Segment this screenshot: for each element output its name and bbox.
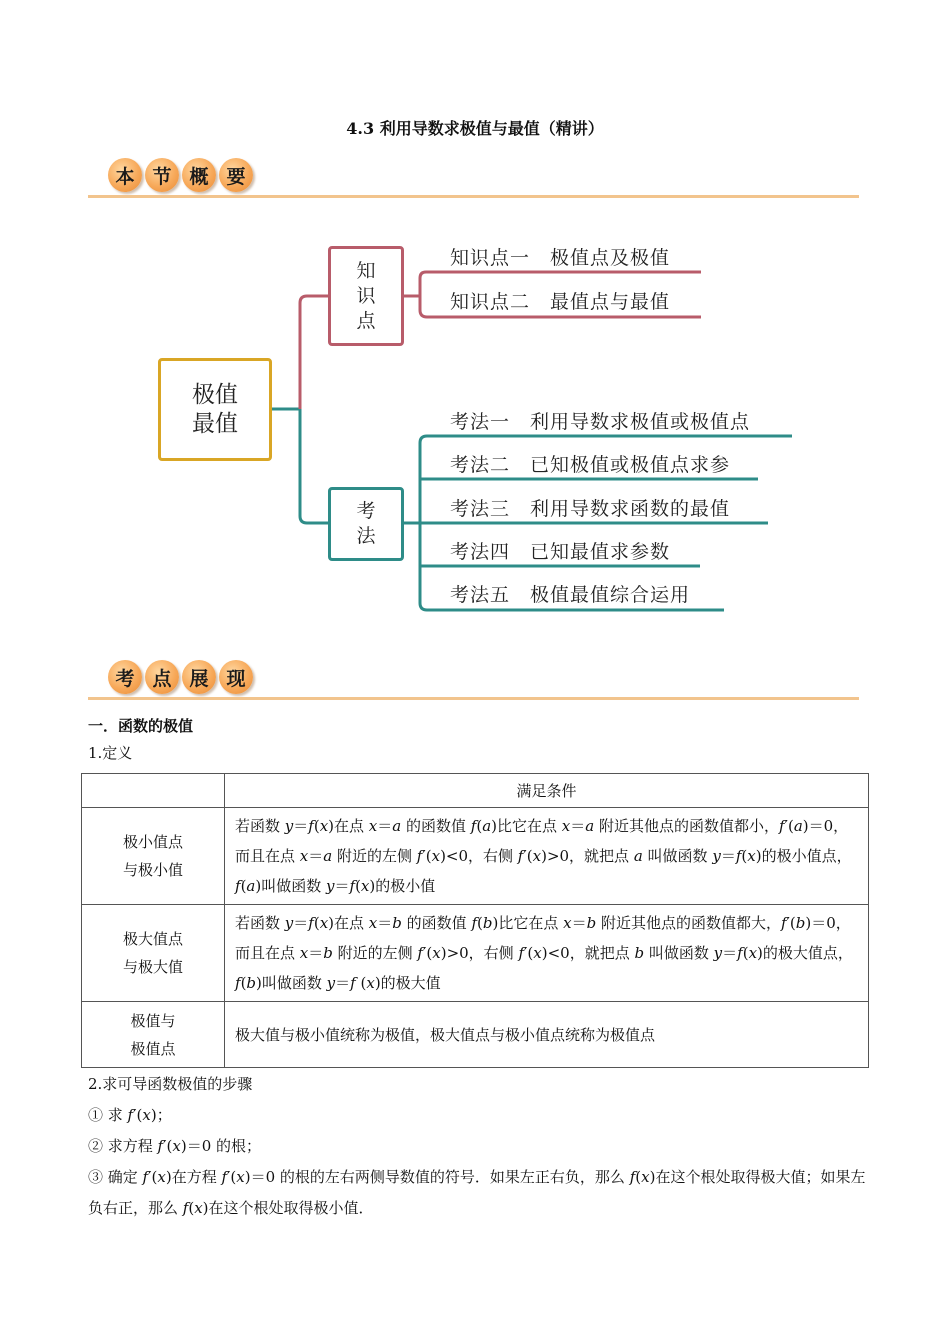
table-row (82, 905, 869, 1002)
row-label-line: 极小值点 (122, 833, 183, 851)
section-divider (88, 697, 859, 700)
table-header: 满足条件 (225, 774, 869, 808)
definition-table (81, 773, 869, 1068)
badge-char: 节 (145, 158, 179, 192)
mindmap-item: 考法二 已知极值或极值点求参 (450, 454, 731, 476)
row-label-line: 极值与 (130, 1011, 176, 1030)
row-label (82, 1002, 225, 1068)
badge-char: 现 (219, 660, 253, 694)
row-label-line: 与极大值 (122, 958, 183, 976)
mindmap-item: 知识点一 极值点及极值 (450, 247, 671, 269)
table-corner (82, 774, 225, 808)
mindmap-root: 极值 最值 (158, 358, 272, 461)
mindmap-item: 考法三 利用导数求函数的最值 (450, 498, 731, 520)
row-label-line: 极值点 (130, 1039, 176, 1058)
row-description: 若函数 y＝f(x)在点 x＝a 的函数值 f(a)比它在点 x＝a 附近其他点的函数值都小，f′(a)＝0，而且在点 x＝a 附近的左侧 f′(x)<0，右侧 f′(x)>0，就把点 a 叫做函数 y＝f(x)的极小值点，f(a)叫做函数 y＝f(x)的极小值 (225, 808, 869, 905)
mindmap-item: 知识点二 最值点与最值 (450, 291, 671, 313)
mindmap-item: 考法一 利用导数求极值或极值点 (450, 411, 751, 433)
table-row (82, 1002, 869, 1068)
badge-char: 展 (182, 660, 216, 694)
row-label (82, 808, 225, 905)
mindmap-group-methods: 考 法 (328, 487, 404, 561)
mindmap-group-knowledge: 知 识 点 (328, 246, 404, 346)
section-header-points (108, 660, 253, 700)
badge-char: 要 (219, 158, 253, 192)
table-row (82, 808, 869, 905)
row-description: 若函数 y＝f(x)在点 x＝b 的函数值 f(b)比它在点 x＝b 附近其他点的函数值都大，f′(b)＝0，而且在点 x＝b 附近的左侧 f′(x)>0，右侧 f′(x)<0，就把点 b 叫做函数 y＝f(x)的极大值点，f(b)叫做函数 y＝f (x)的极大值 (225, 905, 869, 1002)
subheading-definition: 1.定义 (88, 744, 133, 762)
row-label-line: 极大值点 (122, 930, 183, 948)
badge-char: 点 (145, 660, 179, 694)
badge-char: 概 (182, 158, 216, 192)
mindmap-item: 考法五 极值最值综合运用 (450, 584, 691, 606)
row-label-line: 与极小值 (122, 861, 183, 879)
row-label (82, 905, 225, 1002)
mindmap-item: 考法四 已知最值求参数 (450, 541, 671, 563)
step-3: ③ 确定 f′(x)在方程 f′(x)＝0 的根的左右两侧导数值的符号．如果左正右负，那么 f(x)在这个根处取得极大值；如果左负右正，那么 f(x)在这个根处取得极小值． (88, 1168, 866, 1217)
page-title: 4.3 利用导数求极值与最值（精讲） (346, 119, 604, 138)
heading-extrema: 一．函数的极值 (88, 717, 194, 735)
step-2: ② 求方程 f′(x)＝0 的根； (88, 1137, 262, 1155)
badge-char: 考 (108, 660, 142, 694)
badge-char: 本 (108, 158, 142, 192)
row-description: 极大值与极小值统称为极值，极大值点与极小值点统称为极值点 (225, 1002, 869, 1068)
subheading-steps: 2.求可导函数极值的步骤 (88, 1075, 253, 1093)
step-1: ① 求 f′(x)； (88, 1106, 172, 1124)
